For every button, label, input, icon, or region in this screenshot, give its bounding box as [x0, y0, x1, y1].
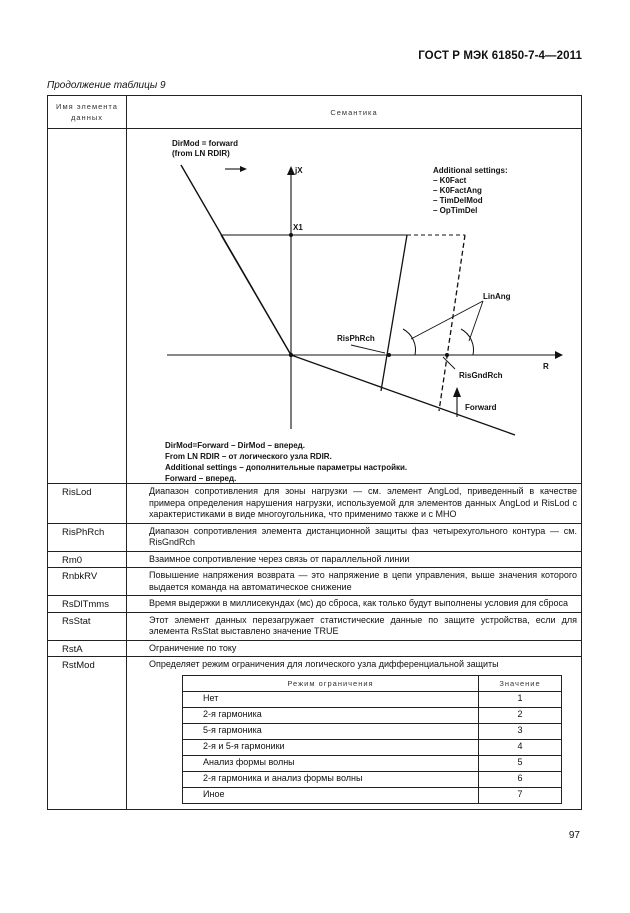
row-name: Rm0 [48, 551, 127, 568]
row-text [127, 568, 582, 596]
restraint-value: 1 [479, 691, 562, 707]
label-jx: jX [295, 166, 303, 175]
row-name: RstMod [48, 657, 127, 810]
restraint-mode: Иное [183, 787, 479, 803]
col-name-header: Имя элемента данных [48, 96, 127, 129]
row-text-body: Определяет режим ограничения для логического узла дифференциальной защиты [149, 659, 499, 669]
row-text [127, 640, 582, 657]
table-row [48, 657, 582, 810]
table-row [48, 596, 582, 613]
origin-point [289, 353, 293, 357]
label-risgndrch: RisGndRch [459, 371, 503, 380]
risphrch-boundary [381, 235, 407, 391]
restraint-value: 3 [479, 723, 562, 739]
additional-item: – OpTimDel [433, 206, 478, 215]
diagram-cell [127, 129, 582, 484]
line-angle-line [221, 235, 291, 355]
label-forward: Forward [465, 403, 497, 412]
row-text-body: Этот элемент данных перезагружает статистические данные по защите устройства, если для элемента RsStat выставлено значение TRUE [149, 614, 577, 636]
table-row [48, 612, 582, 640]
row-text [127, 551, 582, 568]
x1-point [289, 233, 293, 237]
row-text-body: Диапазон сопротивления элемента дистанционной защиты фаз четырехугольного контура — см. RisGndRch [149, 525, 577, 547]
table-row [48, 484, 582, 524]
dirmod-arrow-head [240, 166, 247, 172]
document-header: ГОСТ Р МЭК 61850-7-4—2011 [418, 50, 582, 62]
row-text-body: Взаимное сопротивление через связь от параллельной линии [149, 553, 410, 564]
restraint-value: 7 [479, 787, 562, 803]
table-header-row [48, 96, 582, 129]
restraint-value: 5 [479, 755, 562, 771]
row-text-body: Диапазон сопротивления для зоны нагрузки — см. элемент AngLod, приведенный в качестве примера определения нарушения нагрузки, используемой для элементов данных AngLod и RisLod с характеристиками в виде многоугольника, что применимо также и с МНО [149, 486, 577, 519]
restraint-mode: 5-я гармоника [183, 723, 479, 739]
restraint-row [183, 739, 562, 755]
jx-axis-arrow [287, 166, 295, 175]
label-risphrch: RisPhRch [337, 334, 375, 343]
restraint-value: 4 [479, 739, 562, 755]
additional-item: – TimDelMod [433, 196, 483, 205]
restraint-col-value: Значение [479, 675, 562, 691]
label-dirmod: DirMod = forward [172, 139, 239, 148]
risphrch-pointer [351, 345, 385, 353]
label-additional: Additional settings: [433, 166, 508, 175]
row-text [127, 657, 582, 810]
restraint-mode: Анализ формы волны [183, 755, 479, 771]
forward-arrow-head [453, 387, 461, 397]
table-caption: Продолжение таблицы 9 [47, 80, 166, 91]
restraint-value: 6 [479, 771, 562, 787]
row-text [127, 523, 582, 551]
additional-item: – K0Fact [433, 176, 467, 185]
row-text [127, 484, 582, 524]
impedance-diagram [127, 129, 583, 483]
row-name: RsStat [48, 612, 127, 640]
restraint-mode: Нет [183, 691, 479, 707]
row-text-body: Ограничение по току [149, 642, 237, 653]
diagram-note: Additional settings – дополнительные параметры настройки. [165, 463, 408, 472]
row-name: RstA [48, 640, 127, 657]
restraint-row [183, 707, 562, 723]
col-semantic-header: Семантика [127, 96, 582, 129]
row-text [127, 612, 582, 640]
r-axis-arrow [555, 351, 563, 359]
restraint-mode: 2-я гармоника [183, 707, 479, 723]
page-number: 97 [568, 830, 580, 841]
angle-arc-phase [403, 329, 416, 355]
row-text [127, 596, 582, 613]
diagram-note: Forward – вперед. [165, 474, 237, 483]
restraint-mode: 2-я гармоника и анализ формы волны [183, 771, 479, 787]
bottom-boundary-line [291, 355, 515, 435]
table-row [48, 568, 582, 596]
table-row [48, 551, 582, 568]
diagram-note: From LN RDIR – от логического узла RDIR. [165, 452, 332, 461]
data-elements-table [47, 95, 582, 810]
label-linang: LinAng [483, 292, 511, 301]
label-x1: X1 [293, 223, 303, 232]
additional-item: – K0FactAng [433, 186, 482, 195]
risgndrch-point [445, 353, 449, 357]
linang-pointer-1 [411, 301, 483, 339]
row-text-body: Время выдержки в миллисекундах (мс) до сброса, как только будут выполнены условия для сброса [149, 598, 568, 608]
row-text-body: Повышение напряжения возврата — это напряжение в цепи управления, выше значения которого выдается команда на автоматическое снижение [149, 570, 577, 592]
table-row [48, 640, 582, 657]
diagram-name-cell [48, 129, 127, 484]
table-row [48, 523, 582, 551]
restraint-header-row [183, 675, 562, 691]
label-r: R [543, 362, 549, 371]
restraint-row [183, 787, 562, 803]
restraint-row [183, 723, 562, 739]
restraint-value: 2 [479, 707, 562, 723]
restraint-col-mode: Режим ограничения [183, 675, 479, 691]
restraint-mode: 2-я и 5-я гармоники [183, 739, 479, 755]
row-name: RisPhRch [48, 523, 127, 551]
restraint-mode-table [182, 675, 562, 804]
risgndrch-boundary [439, 235, 465, 411]
restraint-row [183, 755, 562, 771]
row-name: RisLod [48, 484, 127, 524]
restraint-row [183, 771, 562, 787]
row-name: RnbkRV [48, 568, 127, 596]
diagram-row [48, 129, 582, 484]
label-from: (from LN RDIR) [172, 149, 230, 158]
risgndrch-pointer [443, 357, 455, 369]
diagram-note: DirMod=Forward – DirMod – вперед. [165, 441, 305, 450]
risphrch-point [387, 353, 391, 357]
restraint-row [183, 691, 562, 707]
row-name: RsDlTmms [48, 596, 127, 613]
